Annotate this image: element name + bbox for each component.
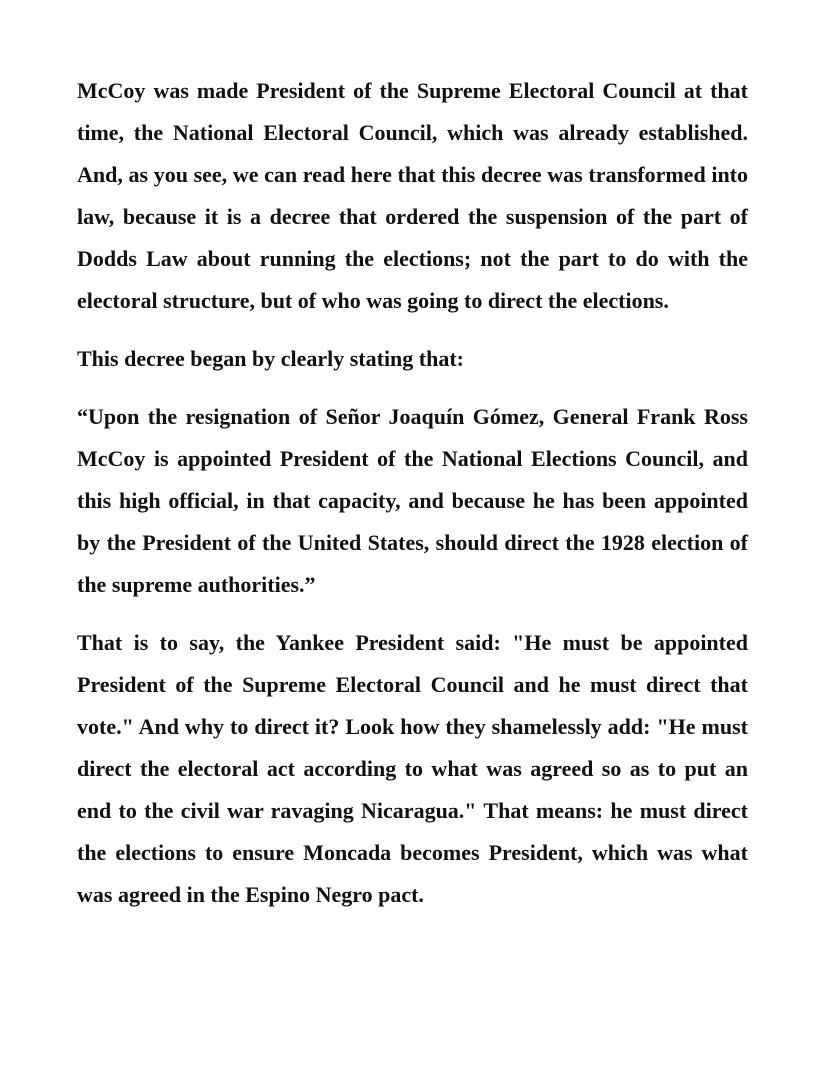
document-page	[77, 70, 748, 932]
paragraph-yankee-president: That is to say, the Yankee President said: "He must be appointed President of the Supreme Electoral Council and he must direct that vote." And why to direct it? Look how they shamelessly add: "He must direct the electoral act according to what was agreed so as to put an end to the civil war ravaging Nicaragua." That means: he must direct the elections to ensure Moncada becomes President, which was what was agreed in the Espino Negro pact.	[77, 630, 748, 907]
paragraph-decree-quote: “Upon the resignation of Señor Joaquín Gómez, General Frank Ross McCoy is appointed President of the National Elections Council, and this high official, in that capacity, and because he has been appointed by the President of the United States, should direct the 1928 election of the supreme authorities.”	[77, 404, 748, 597]
paragraph-decree-intro: This decree began by clearly stating that:	[77, 346, 465, 371]
paragraph-mccoy-appointment: McCoy was made President of the Supreme Electoral Council at that time, the National Electoral Council, which was already established. And, as you see, we can read here that this decree was transformed into law, because it is a decree that ordered the suspension of the part of Dodds Law about running the elections; not the part to do with the electoral structure, but of who was going to direct the elections.	[77, 78, 748, 313]
